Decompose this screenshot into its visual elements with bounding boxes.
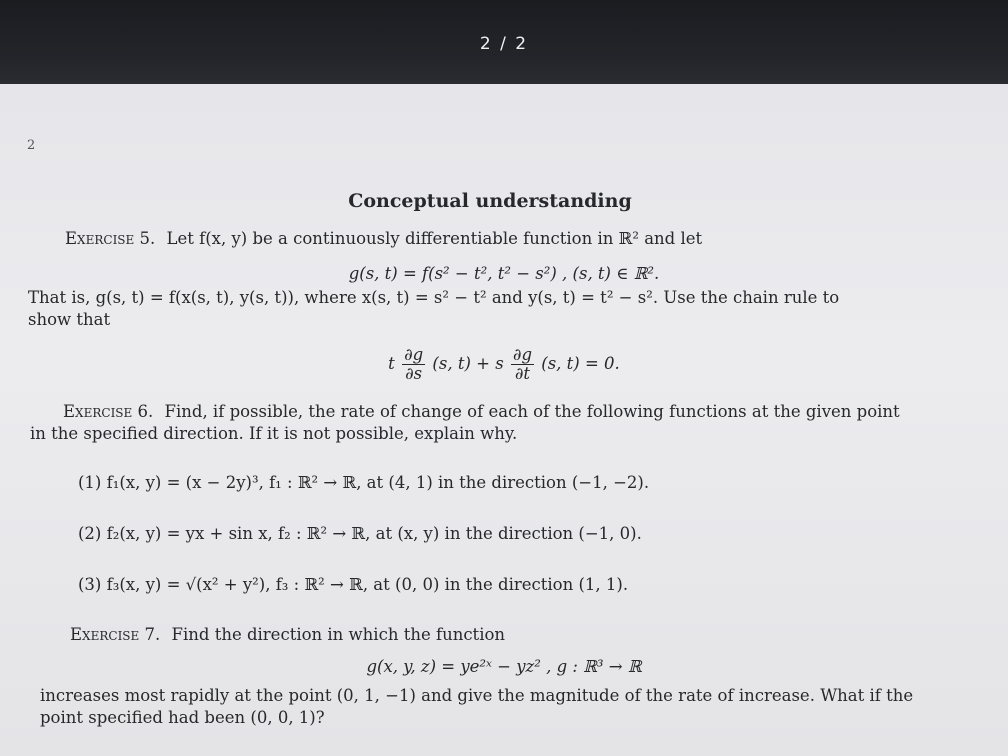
- exercise-5-line-1: [65, 229, 702, 248]
- exercise-7-label: Exercise 7.: [70, 625, 161, 644]
- exercise-6-item-1: (1) f₁(x, y) = (x − 2y)³, f₁ : ℝ² → ℝ, at (4, 1) in the direction (−1, −2).: [78, 473, 650, 492]
- exercise-7-line-1: [70, 625, 505, 644]
- partial-g-over-s: [402, 346, 425, 383]
- numerator: ∂g: [404, 345, 424, 364]
- exercise-5-label: Exercise 5.: [65, 229, 156, 248]
- exercise-7-text: Find the direction in which the function: [171, 625, 506, 644]
- result-mid: (s, t) + s: [432, 354, 504, 374]
- exercise-5-line-2: That is, g(s, t) = f(x(s, t), y(s, t)), where x(s, t) = s² − t² and y(s, t) = t² − s². Use the chain rule to: [28, 288, 840, 307]
- section-heading: Conceptual understanding: [348, 190, 632, 212]
- exercise-6-label: Exercise 6.: [63, 402, 154, 421]
- denominator: ∂t: [514, 364, 531, 384]
- result-suffix: (s, t) = 0.: [541, 354, 620, 374]
- pdf-viewer-toolbar: [0, 0, 1008, 84]
- exercise-6-line-1: [63, 402, 900, 421]
- exercise-7-line-3: point specified had been (0, 0, 1)?: [40, 708, 325, 727]
- exercise-5-line-3: show that: [28, 310, 111, 329]
- exercise-5-text: Let f(x, y) be a continuously differentiable function in ℝ² and let: [166, 229, 703, 248]
- exercise-5-equation: g(s, t) = f(s² − t², t² − s²) , (s, t) ∈ ℝ².: [348, 264, 660, 283]
- exercise-5-result-equation: [0, 346, 1008, 383]
- numerator: ∂g: [512, 345, 533, 364]
- exercise-6-item-2: (2) f₂(x, y) = yx + sin x, f₂ : ℝ² → ℝ, at (x, y) in the direction (−1, 0).: [78, 524, 642, 543]
- page-number: 2: [27, 138, 36, 153]
- exercise-7-equation: g(x, y, z) = ye²ˣ − yz² , g : ℝ³ → ℝ: [366, 657, 642, 676]
- partial-g-over-t: [511, 346, 534, 383]
- exercise-6-item-3: (3) f₃(x, y) = √(x² + y²), f₃ : ℝ² → ℝ, at (0, 0) in the direction (1, 1).: [78, 575, 629, 594]
- page-indicator: 2 / 2: [479, 34, 529, 54]
- exercise-6-text: Find, if possible, the rate of change of each of the following functions at the given point: [164, 402, 900, 421]
- exercise-7-line-2: increases most rapidly at the point (0, 1, −1) and give the magnitude of the rate of increase. What if the: [40, 686, 914, 705]
- result-prefix: t: [388, 354, 395, 374]
- denominator: ∂s: [405, 364, 423, 384]
- exercise-6-line-2: in the specified direction. If it is not possible, explain why.: [30, 424, 518, 443]
